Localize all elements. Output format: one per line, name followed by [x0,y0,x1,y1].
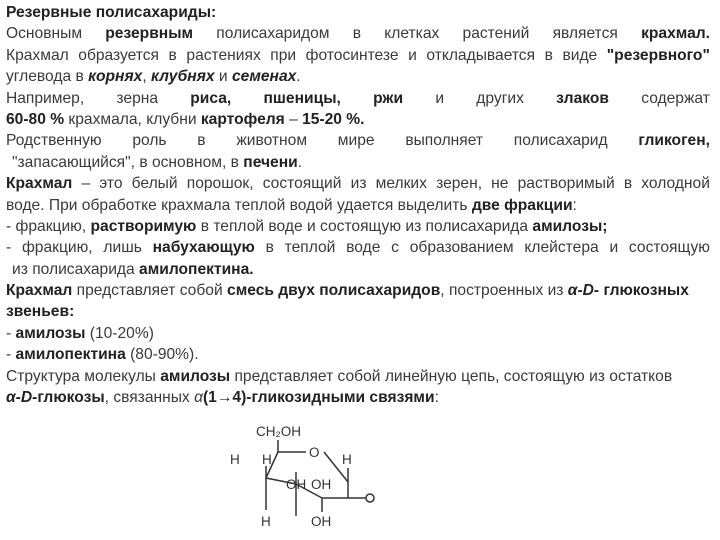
text-run: крахмала, клубни [64,110,201,128]
text-line [6,130,710,151]
text-run: . [296,68,301,86]
text-run: и [609,239,619,257]
text-run: "запасающийся", в основном, в [12,153,244,171]
text-run: является [552,25,618,43]
text-run: других [476,89,524,107]
text-run: , построенных из [440,282,568,300]
text-run: , [142,68,151,86]
text-run: состоящий [262,175,342,193]
text-run: Крахмал [6,175,73,193]
text-run: порошок, [186,175,254,193]
text-run: печени [243,153,298,171]
text-run: теплой [284,239,336,257]
formula-oh-c3: OH [286,477,307,492]
text-run: воде. При обработке крахмала теплой водой удается выделить [6,196,472,214]
text-run: гликоген, [638,132,710,150]
text-run: представляет собой [72,282,228,300]
text-run: злаков [556,89,609,107]
text-run: Основным [6,25,83,43]
text-run: в [623,175,633,193]
text-run: животном [236,132,308,150]
text-run: амилозы [160,367,231,385]
text-run: клубнях [150,68,215,86]
text-run: фракцию, [21,239,93,257]
text-run: Крахмал [6,282,73,300]
text-run: фотосинтезе [305,46,399,64]
text-run: - [6,239,12,257]
text-run: клетках [384,25,440,43]
text-run: картофеля [200,110,285,128]
text-run: амилопектина [15,346,126,364]
text-run: 15-20 %. [302,110,365,128]
text-line [6,216,710,237]
text-run: звеньев: [6,303,75,321]
text-line [6,173,710,194]
text-run: - [6,324,16,342]
text-run: семенах [231,68,297,86]
text-run: виде [562,46,598,64]
text-run: состоящую [628,239,710,257]
text-line [6,301,710,322]
section-title: Резервные полисахариды: [6,4,217,21]
formula-oh-c4: OH [311,477,332,492]
text-run: углевода в [6,68,89,86]
formula-h-bottom: H [261,514,271,529]
text-run: из [350,175,367,193]
text-line [6,45,710,66]
text-run: – [284,110,303,128]
text-run: (80-90%). [125,346,199,364]
text-line [6,323,710,344]
formula-ring-oxygen: O [309,445,320,460]
text-run: - [6,346,16,364]
text-run: лишь [103,239,142,257]
text-line [6,280,710,301]
text-line [6,344,710,365]
formula-chain-end-icon [366,494,374,502]
text-line [6,66,710,87]
text-run: зерен, [436,175,483,193]
glucose-formula [210,418,390,538]
text-run: роль [132,132,167,150]
text-run: мелких [375,175,427,193]
text-run: . [297,153,303,171]
text-run: в [544,46,553,64]
paragraph-lines [6,23,710,408]
text-run: растворимую [90,217,197,235]
text-run: набухающую [152,239,255,257]
text-run: , связанных [104,389,195,407]
text-line [6,152,710,173]
text-run: в [352,25,362,43]
text-run: из полисахарида [12,260,140,278]
text-run: Крахмал [6,46,69,64]
document-body [6,2,710,408]
text-run: крахмал. [641,25,710,43]
text-line [6,109,710,130]
text-run: две фракции [471,196,573,214]
text-run: амилозы [15,324,86,342]
text-run: ржи [373,89,404,107]
text-run: Структура молекулы [6,367,161,385]
text-run: 60-80 % [6,110,65,128]
text-run: амилопектина. [139,260,254,278]
text-line [6,237,710,258]
text-run: растениях [186,46,261,64]
text-run: в [168,46,177,64]
text-run: мире [337,132,375,150]
text-run: воде [346,239,381,257]
text-run: α-D- [567,282,600,300]
text-run: - фракцию, [6,217,91,235]
text-run: это [99,175,123,193]
formula-oh-bottom: OH [311,514,332,529]
text-run: содержат [641,89,710,107]
text-run: откладывается [426,46,536,64]
text-run: в [265,239,274,257]
text-run: (10-20%) [85,324,154,342]
text-line [6,195,710,216]
text-run: растворимый [517,175,615,193]
text-run: пшеницы, [263,89,341,107]
text-run: в теплой воде и состоящую из полисахарида [196,217,533,235]
text-run: α-D- [6,389,38,407]
text-run: и [408,46,417,64]
text-line [6,387,710,408]
formula-h-c1: H [342,452,352,467]
text-run: α [194,389,203,407]
text-run: в [197,132,206,150]
formula-ring-bond-o [324,452,332,462]
text-run: – [81,175,91,193]
text-run: глюкозы [37,389,105,407]
text-run: с [391,239,399,257]
text-run: представляет собой линейную цепь, состоящую из остатков [230,367,673,385]
text-line [6,259,710,280]
text-run: растений [462,25,530,43]
formula-h-left: H [230,452,240,467]
formula-ch2oh: CH₂OH [256,424,301,439]
text-run: и [214,68,232,86]
text-run: Родственную [6,132,102,150]
text-run: смесь двух полисахаридов [227,282,441,300]
text-run: образуется [78,46,159,64]
text-run: : [572,196,577,214]
text-run: глюкозных [603,282,689,300]
text-run: белый [131,175,178,193]
text-run: зерна [116,89,159,107]
text-run: корнях [88,68,143,86]
text-run: полисахаридом [216,25,330,43]
text-run: клейстера [524,239,599,257]
formula-h-c2: H [262,452,272,467]
text-run: : [434,389,439,407]
text-run: "резервного" [606,46,710,64]
text-line [6,88,710,109]
text-run: риса, [190,89,232,107]
text-line [6,23,710,44]
text-run: выполняет [405,132,484,150]
text-run: образованием [409,239,514,257]
text-run: амилозы; [532,217,608,235]
text-run: холодной [641,175,710,193]
text-run: резервным [105,25,194,43]
text-run: при [270,46,297,64]
text-run: полисахарид [513,132,608,150]
text-line [6,366,710,387]
text-run: и [435,89,445,107]
text-run: (1→4)-гликозидными связями [202,389,435,407]
text-run: Например, [6,89,85,107]
text-run: не [491,175,509,193]
